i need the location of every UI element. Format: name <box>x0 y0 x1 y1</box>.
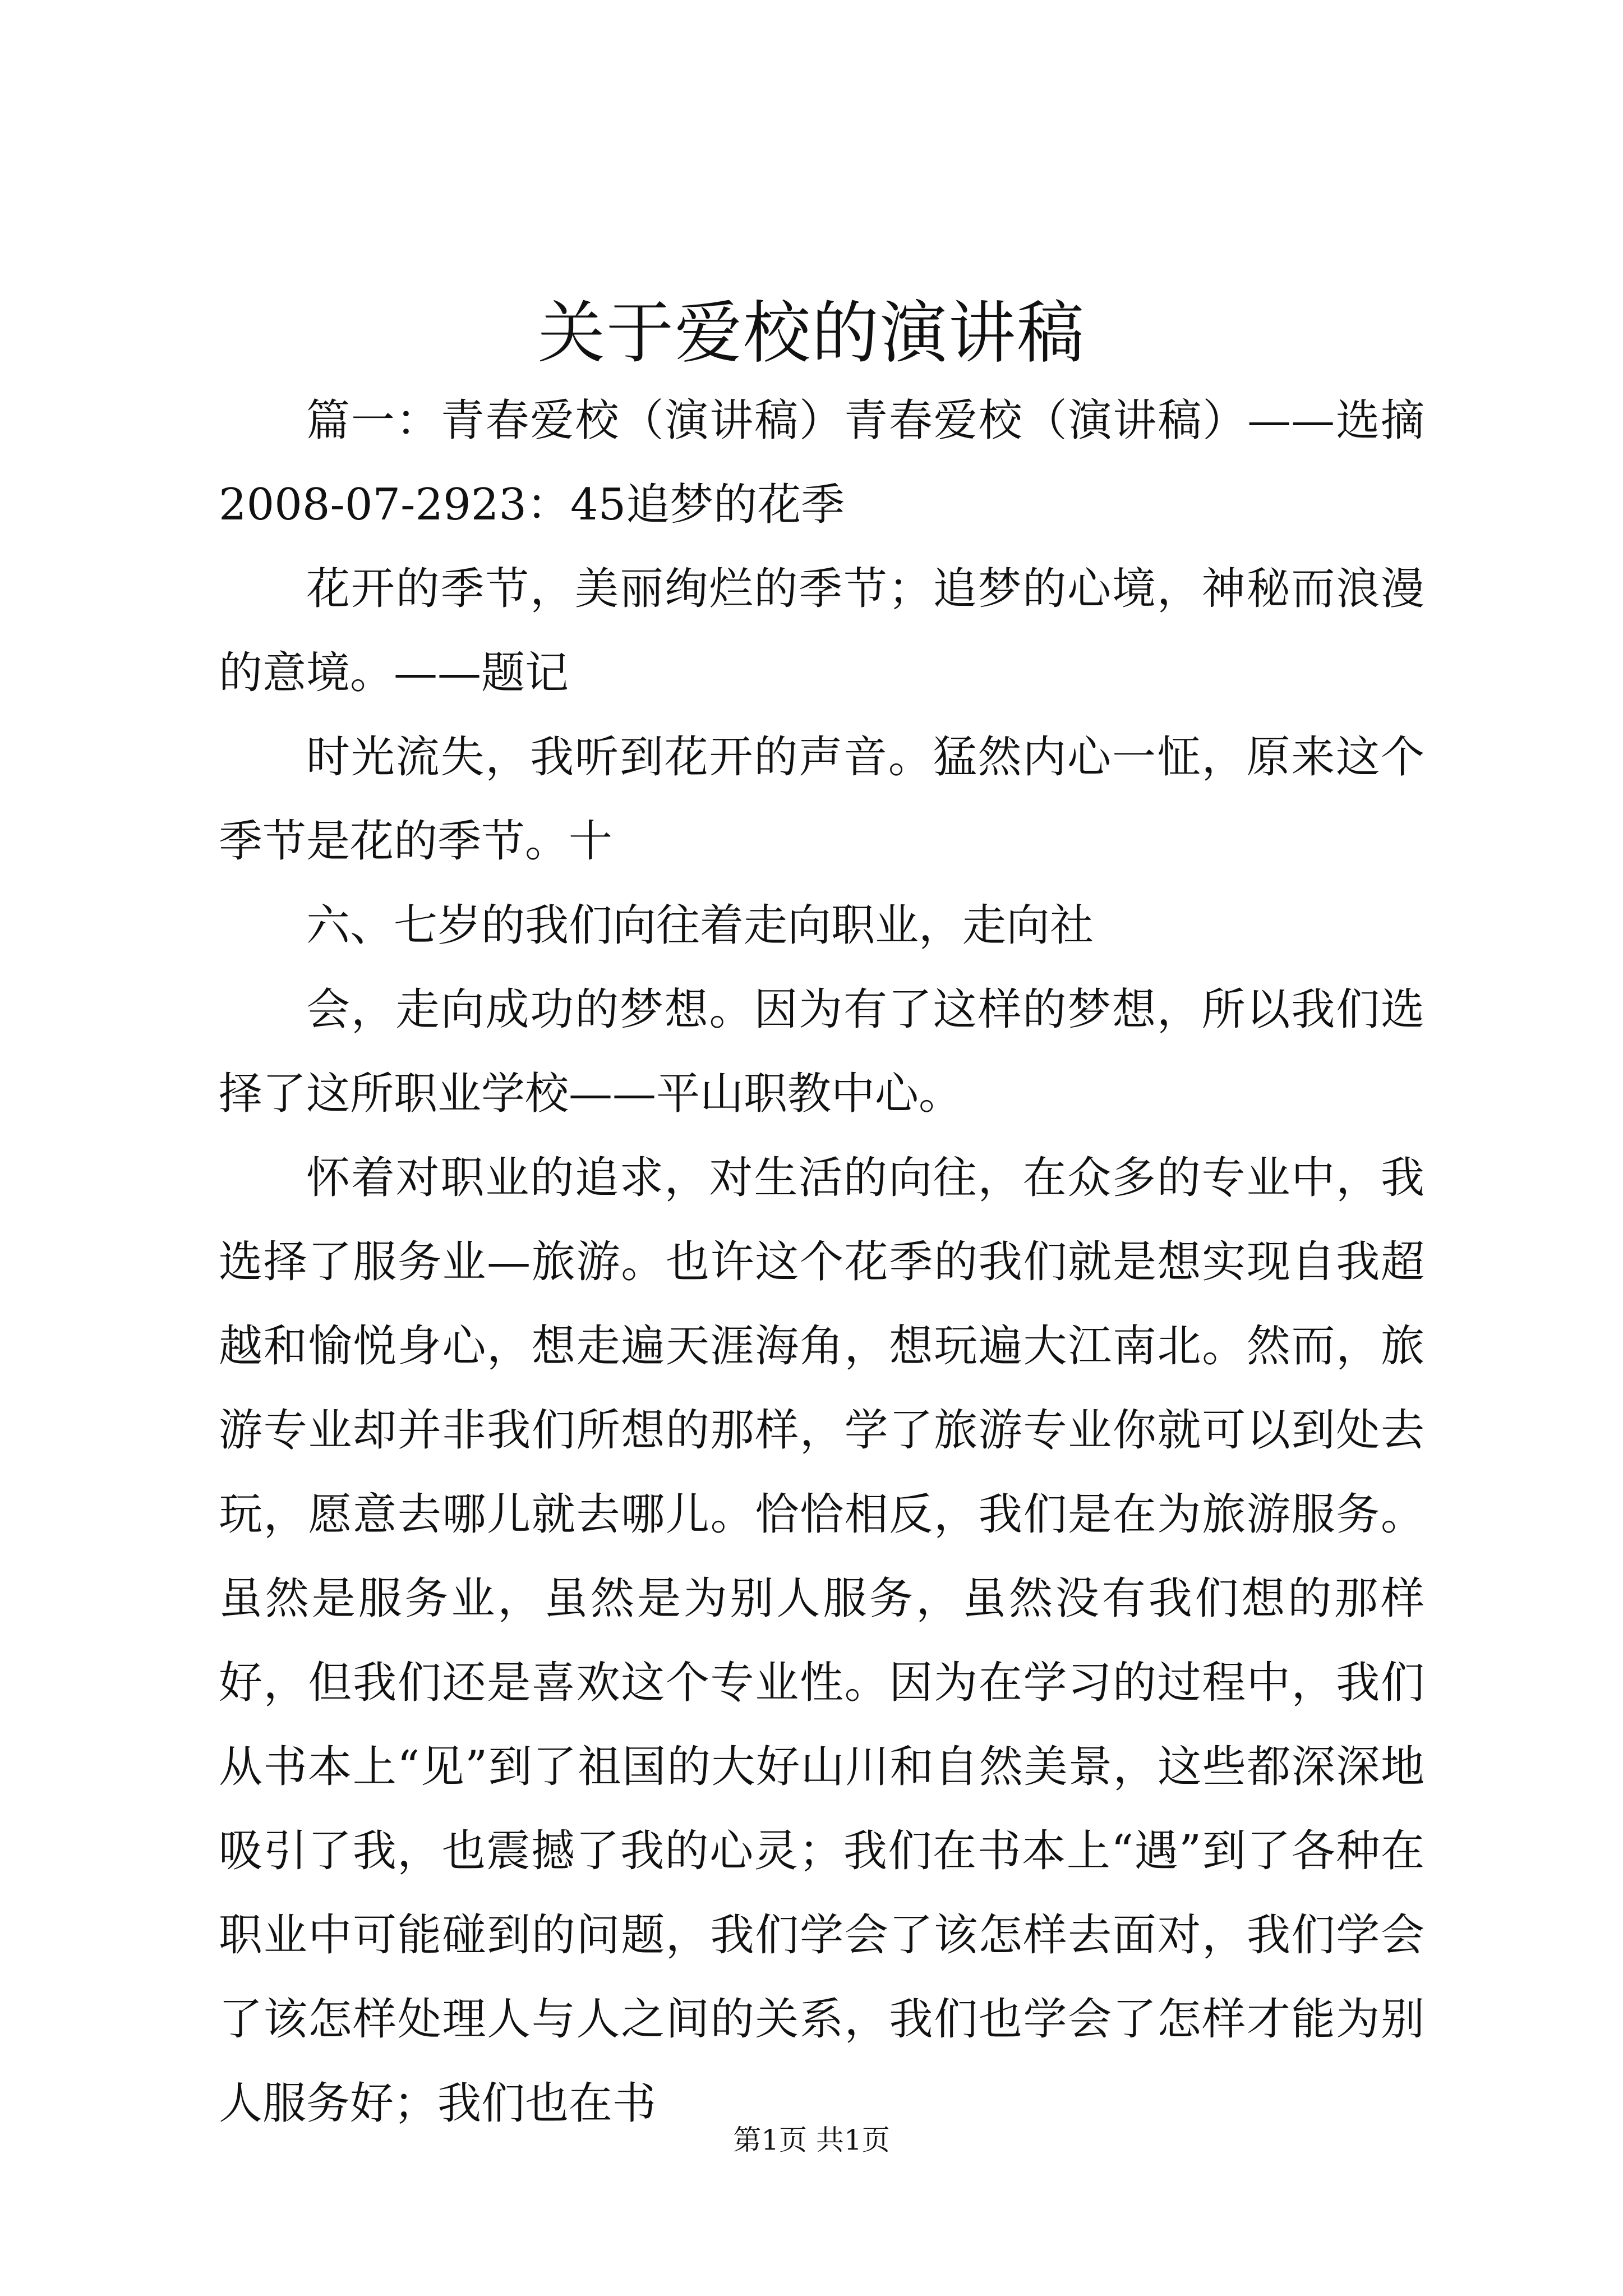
paragraph-4: 六、七岁的我们向往着走向职业，走向社 <box>306 900 1094 951</box>
page-footer: 第1页 共1页 <box>733 2124 890 2156</box>
paragraph-6: 怀着对职业的追求，对生活的向往，在众多的专业中，我选择了服务业—旅游。也许这个花季的我们就是想实现自我超越和愉悦身心，想走遍天涯海角，想玩遍大江南北。然而，旅游专业却并非我们所想的那样，学了旅游专业你就可以到处去玩，愿意去哪儿就去哪儿。恰恰相反，我们是在为旅游服务。虽然是服务业，虽然是为别人服务，虽然没有我们想的那样好，但我们还是喜欢这个专业性。因为在学习的过程中，我们从书本上“见”到了祖国的大好山川和自然美景，这些都深深地吸引了我，也震撼了我的心灵；我们在书本上“遇”到了各种在职业中可能碰到的问题，我们学会了该怎样去面对，我们学会了该怎样处理人与人之间的关系，我们也学会了怎样才能为别人服务好；我们也在书 <box>219 1153 1424 2129</box>
paragraph-1: 篇一：青春爱校（演讲稿）青春爱校（演讲稿）——选摘2008-07-2923：45追梦的花季 <box>219 395 1424 530</box>
paragraph-3: 时光流失，我听到花开的声音。猛然内心一怔，原来这个季节是花的季节。十 <box>219 732 1424 867</box>
paragraph-5: 会，走向成功的梦想。因为有了这样的梦想，所以我们选择了这所职业学校——平山职教中心。 <box>219 984 1424 1119</box>
document-title: 关于爱校的演讲稿 <box>538 295 1085 372</box>
document-body <box>219 379 1424 2146</box>
paragraph-2: 花开的季节，美丽绚烂的季节；追梦的心境，神秘而浪漫的意境。——题记 <box>219 564 1424 698</box>
